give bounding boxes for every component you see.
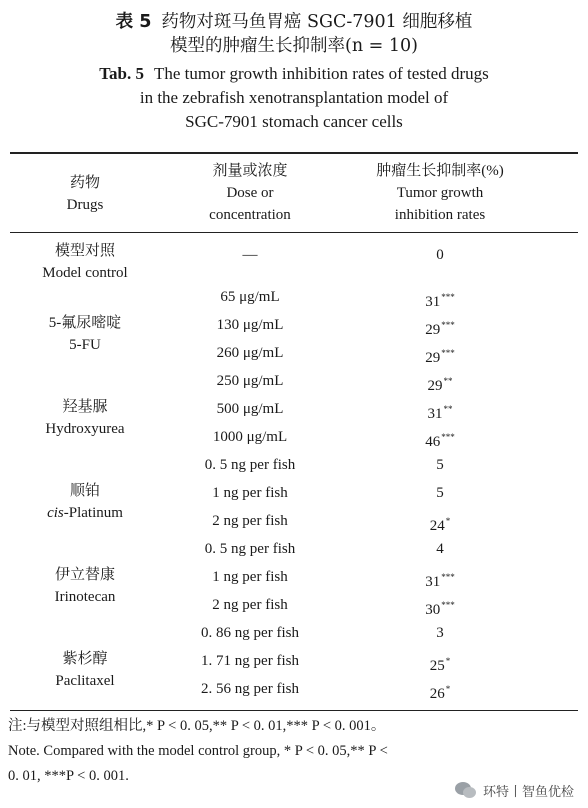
significance-marker: ***	[441, 292, 455, 302]
table-header-rule	[10, 232, 578, 233]
significance-marker: ***	[441, 600, 455, 610]
significance-marker: ***	[441, 348, 455, 358]
drug-name-en: Model control	[42, 265, 128, 281]
dose-cell: 0. 86 ng per fish	[201, 625, 299, 641]
significance-marker: **	[443, 404, 453, 414]
dose-cell: —	[242, 247, 258, 263]
rate-value: 31	[425, 294, 441, 310]
drug-name-cn: 羟基脲	[62, 399, 108, 415]
drug-name-cn: 伊立替康	[54, 567, 115, 583]
dose-cell: 1000 μg/mL	[212, 429, 288, 445]
drug-group-cell	[10, 480, 160, 524]
dose-cell: 500 μg/mL	[216, 401, 284, 417]
rate-value: 4	[436, 541, 444, 557]
inhibition-rate-cell	[345, 678, 535, 705]
rate-value: 29	[425, 350, 441, 366]
rate-value: 25	[429, 658, 445, 674]
inhibition-rate-cell	[345, 244, 535, 266]
inhibition-rate-cell	[345, 650, 535, 677]
drug-group-cell	[10, 312, 160, 356]
caption-en-line1: Tab. 5 The tumor growth inhibition rates of tested drugs	[99, 64, 489, 83]
drug-name-en: Irinotecan	[54, 589, 116, 605]
note-en-line1: Note. Compared with the model control group, * P < 0. 05,** P <	[8, 743, 388, 759]
dose-cell: 2. 56 ng per fish	[201, 681, 299, 697]
drug-name-en: 5-FU	[69, 337, 101, 353]
dose-cell: 2 ng per fish	[212, 597, 288, 613]
dose-cell: 2 ng per fish	[212, 513, 288, 529]
rate-value: 31	[425, 574, 441, 590]
dose-cell: 65 μg/mL	[220, 289, 280, 305]
drug-name-cn: 模型对照	[54, 243, 115, 259]
significance-marker: ***	[441, 320, 455, 330]
header-rate: 肿瘤生长抑制率(%) Tumor growth inhibition rates	[376, 163, 504, 223]
table-bottom-rule	[10, 710, 578, 711]
inhibition-rate-cell	[345, 510, 535, 537]
dose-cell: 1 ng per fish	[212, 569, 288, 585]
rate-value: 26	[429, 686, 445, 702]
caption-cn-line1: 表 5 药物对斑马鱼胃癌 SGC-7901 细胞移植	[115, 12, 473, 32]
drug-group-cell	[10, 648, 160, 692]
inhibition-rate-cell	[345, 566, 535, 593]
drug-group-cell	[10, 240, 160, 284]
drug-name-cn: 顺铂	[69, 483, 100, 499]
inhibition-rate-cell	[345, 314, 535, 341]
rate-value: 5	[436, 457, 444, 473]
rate-value: 30	[425, 602, 441, 618]
note-cn: 注:与模型对照组相比,* P < 0. 05,** P < 0. 01,*** P < 0. 001。	[8, 718, 386, 734]
wechat-icon	[455, 782, 477, 800]
dose-cell: 0. 5 ng per fish	[204, 541, 296, 557]
drug-name-cn: 5-氟尿嘧啶	[48, 315, 122, 331]
header-dose: 剂量或浓度 Dose or concentration	[209, 163, 291, 223]
rate-value: 29	[425, 322, 441, 338]
rate-value: 24	[429, 518, 445, 534]
drug-name-en: Paclitaxel	[55, 673, 115, 689]
table-caption	[0, 10, 588, 134]
dose-cell: 260 μg/mL	[216, 345, 284, 361]
significance-marker: ***	[441, 572, 455, 582]
drug-group-cell	[10, 564, 160, 608]
drug-name-en: Hydroxyurea	[45, 421, 125, 437]
inhibition-rate-cell	[345, 342, 535, 369]
significance-marker: *	[445, 684, 451, 694]
significance-marker: ***	[441, 432, 455, 442]
rate-value: 0	[436, 247, 444, 263]
inhibition-rate-cell	[345, 370, 535, 397]
rate-value: 5	[436, 485, 444, 501]
caption-en-line3: SGC-7901 stomach cancer cells	[185, 112, 403, 131]
inhibition-rate-cell	[345, 538, 535, 560]
inhibition-rate-cell	[345, 622, 535, 644]
table-top-rule	[10, 152, 578, 154]
significance-marker: *	[445, 516, 451, 526]
caption-cn-line2: 模型的肿瘤生长抑制率(n = 10)	[170, 36, 418, 56]
dose-cell: 250 μg/mL	[216, 373, 284, 389]
inhibition-rate-cell	[345, 482, 535, 504]
drug-name-en: cis-Platinum	[47, 505, 123, 521]
inhibition-rate-cell	[345, 594, 535, 621]
watermark: 环特丨智鱼优检	[455, 781, 574, 800]
significance-marker: *	[445, 656, 451, 666]
inhibition-rate-cell	[345, 454, 535, 476]
rate-value: 31	[427, 406, 443, 422]
header-drug: 药物 Drugs	[66, 175, 104, 213]
significance-marker: **	[443, 376, 453, 386]
rate-value: 29	[427, 378, 443, 394]
drug-name-cn: 紫杉醇	[62, 651, 108, 667]
dose-cell: 1 ng per fish	[212, 485, 288, 501]
dose-cell: 1. 71 ng per fish	[201, 653, 299, 669]
note-en-line2: 0. 01, ***P < 0. 001.	[8, 768, 129, 784]
dose-cell: 130 μg/mL	[216, 317, 284, 333]
inhibition-rate-cell	[345, 398, 535, 425]
drug-group-cell	[10, 396, 160, 440]
caption-en-line2: in the zebrafish xenotransplantation model of	[139, 88, 449, 107]
rate-value: 3	[436, 625, 444, 641]
inhibition-rate-cell	[345, 286, 535, 313]
rate-value: 46	[425, 434, 441, 450]
inhibition-rate-cell	[345, 426, 535, 453]
dose-cell: 0. 5 ng per fish	[204, 457, 296, 473]
